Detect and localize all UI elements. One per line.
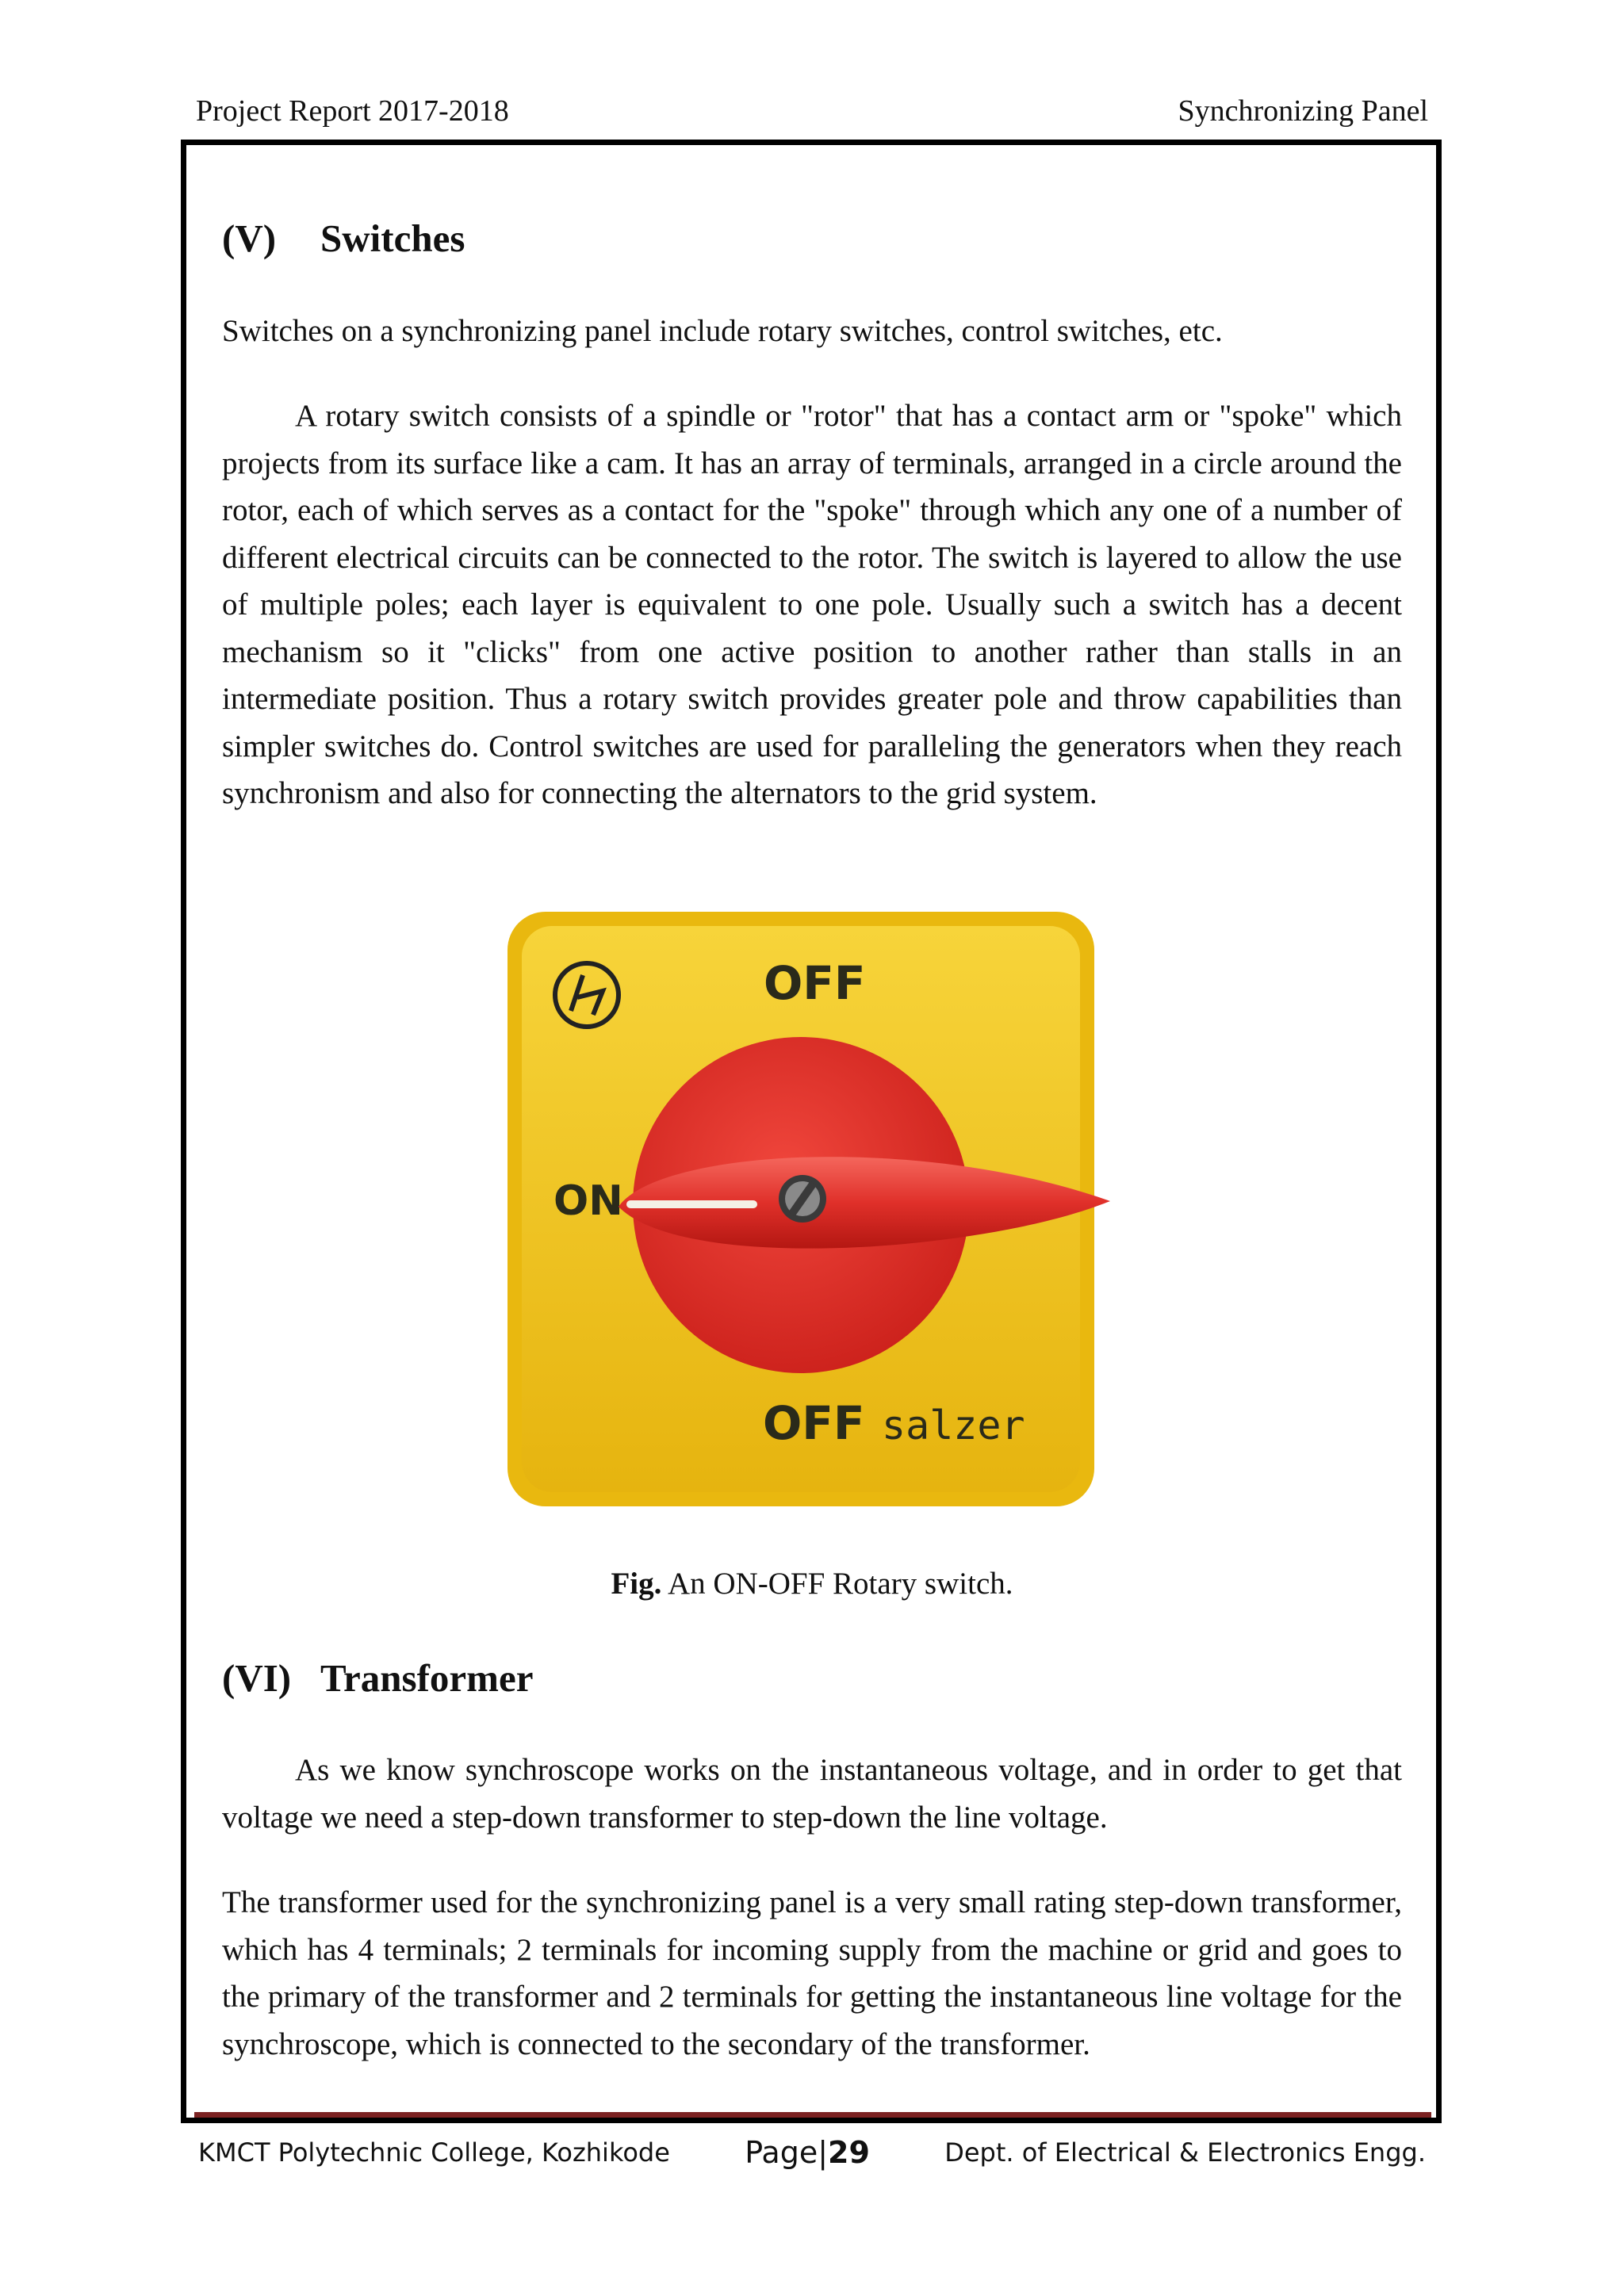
switches-intro <box>222 308 1402 355</box>
off-top-label: OFF <box>764 956 866 1010</box>
footer-right: Dept. of Electrical & Electronics Engg. <box>944 2137 1426 2168</box>
paragraph: As we know synchroscope works on the instantaneous voltage, and in order to get that voltage we need a step-down transformer to step-down the line voltage. <box>222 1753 1402 1835</box>
header-right: Synchronizing Panel <box>1178 94 1428 128</box>
footer-rule <box>194 2112 1431 2118</box>
caption-prefix: Fig. <box>611 1567 662 1601</box>
paragraph: Switches on a synchronizing panel include rotary switches, control switches, etc. <box>222 314 1223 348</box>
section-number: (VI) <box>222 1656 292 1700</box>
rotary-switch-figure <box>508 912 1118 1522</box>
transformer-intro <box>222 1747 1402 1841</box>
transformer-body <box>222 1879 1402 2068</box>
page-number <box>745 2135 870 2170</box>
figure-caption <box>222 1566 1402 1601</box>
section-title: Transformer <box>320 1656 534 1700</box>
paragraph: A rotary switch consists of a spindle or "rotor" that has a contact arm or "spoke" which projects from its surface like a cam. It has an array of terminals, arranged in a circle around the rotor, each of which serves as a contact for the "spoke" through which any one of a number of different electrical circuits can be connected to the rotor. The switch is layered to allow the use of multiple poles; each layer is equivalent to one pole. Usually such a switch has a decent mechanism so it "clicks" from one active position to another rather than stalls in an intermediate position. Thus a rotary switch provides greater pole and throw capabilities than simpler switches do. Control switches are used for paralleling the generators when they reach synchronism and also for connecting the alternators to the grid system. <box>222 399 1402 810</box>
page-label: Page| <box>745 2135 828 2170</box>
section-title: Switches <box>320 216 465 260</box>
paragraph: The transformer used for the synchronizing panel is a very small rating step-down transformer, which has 4 terminals; 2 terminals for incoming supply from the machine or grid and goes to the primary of the transformer and 2 terminals for getting the instantaneous line voltage for the synchroscope, which is connected to the secondary of the transformer. <box>222 1885 1402 2061</box>
page-number-value: 29 <box>828 2135 870 2170</box>
brand-label: salzer <box>882 1402 1025 1448</box>
switches-body <box>222 392 1402 817</box>
section-heading-switches <box>222 216 465 261</box>
caption-text: An ON-OFF Rotary switch. <box>661 1567 1013 1601</box>
on-label: ON <box>553 1177 623 1225</box>
rotary-switch-image <box>508 912 1118 1522</box>
header-left: Project Report 2017-2018 <box>196 94 509 128</box>
page-footer <box>198 2133 1426 2172</box>
section-number: (V) <box>222 216 277 260</box>
footer-left: KMCT Polytechnic College, Kozhikode <box>198 2137 670 2168</box>
running-header <box>196 94 1428 133</box>
indicator-line <box>626 1200 757 1208</box>
section-heading-transformer <box>222 1655 534 1701</box>
off-bottom-label: OFF <box>763 1396 865 1450</box>
